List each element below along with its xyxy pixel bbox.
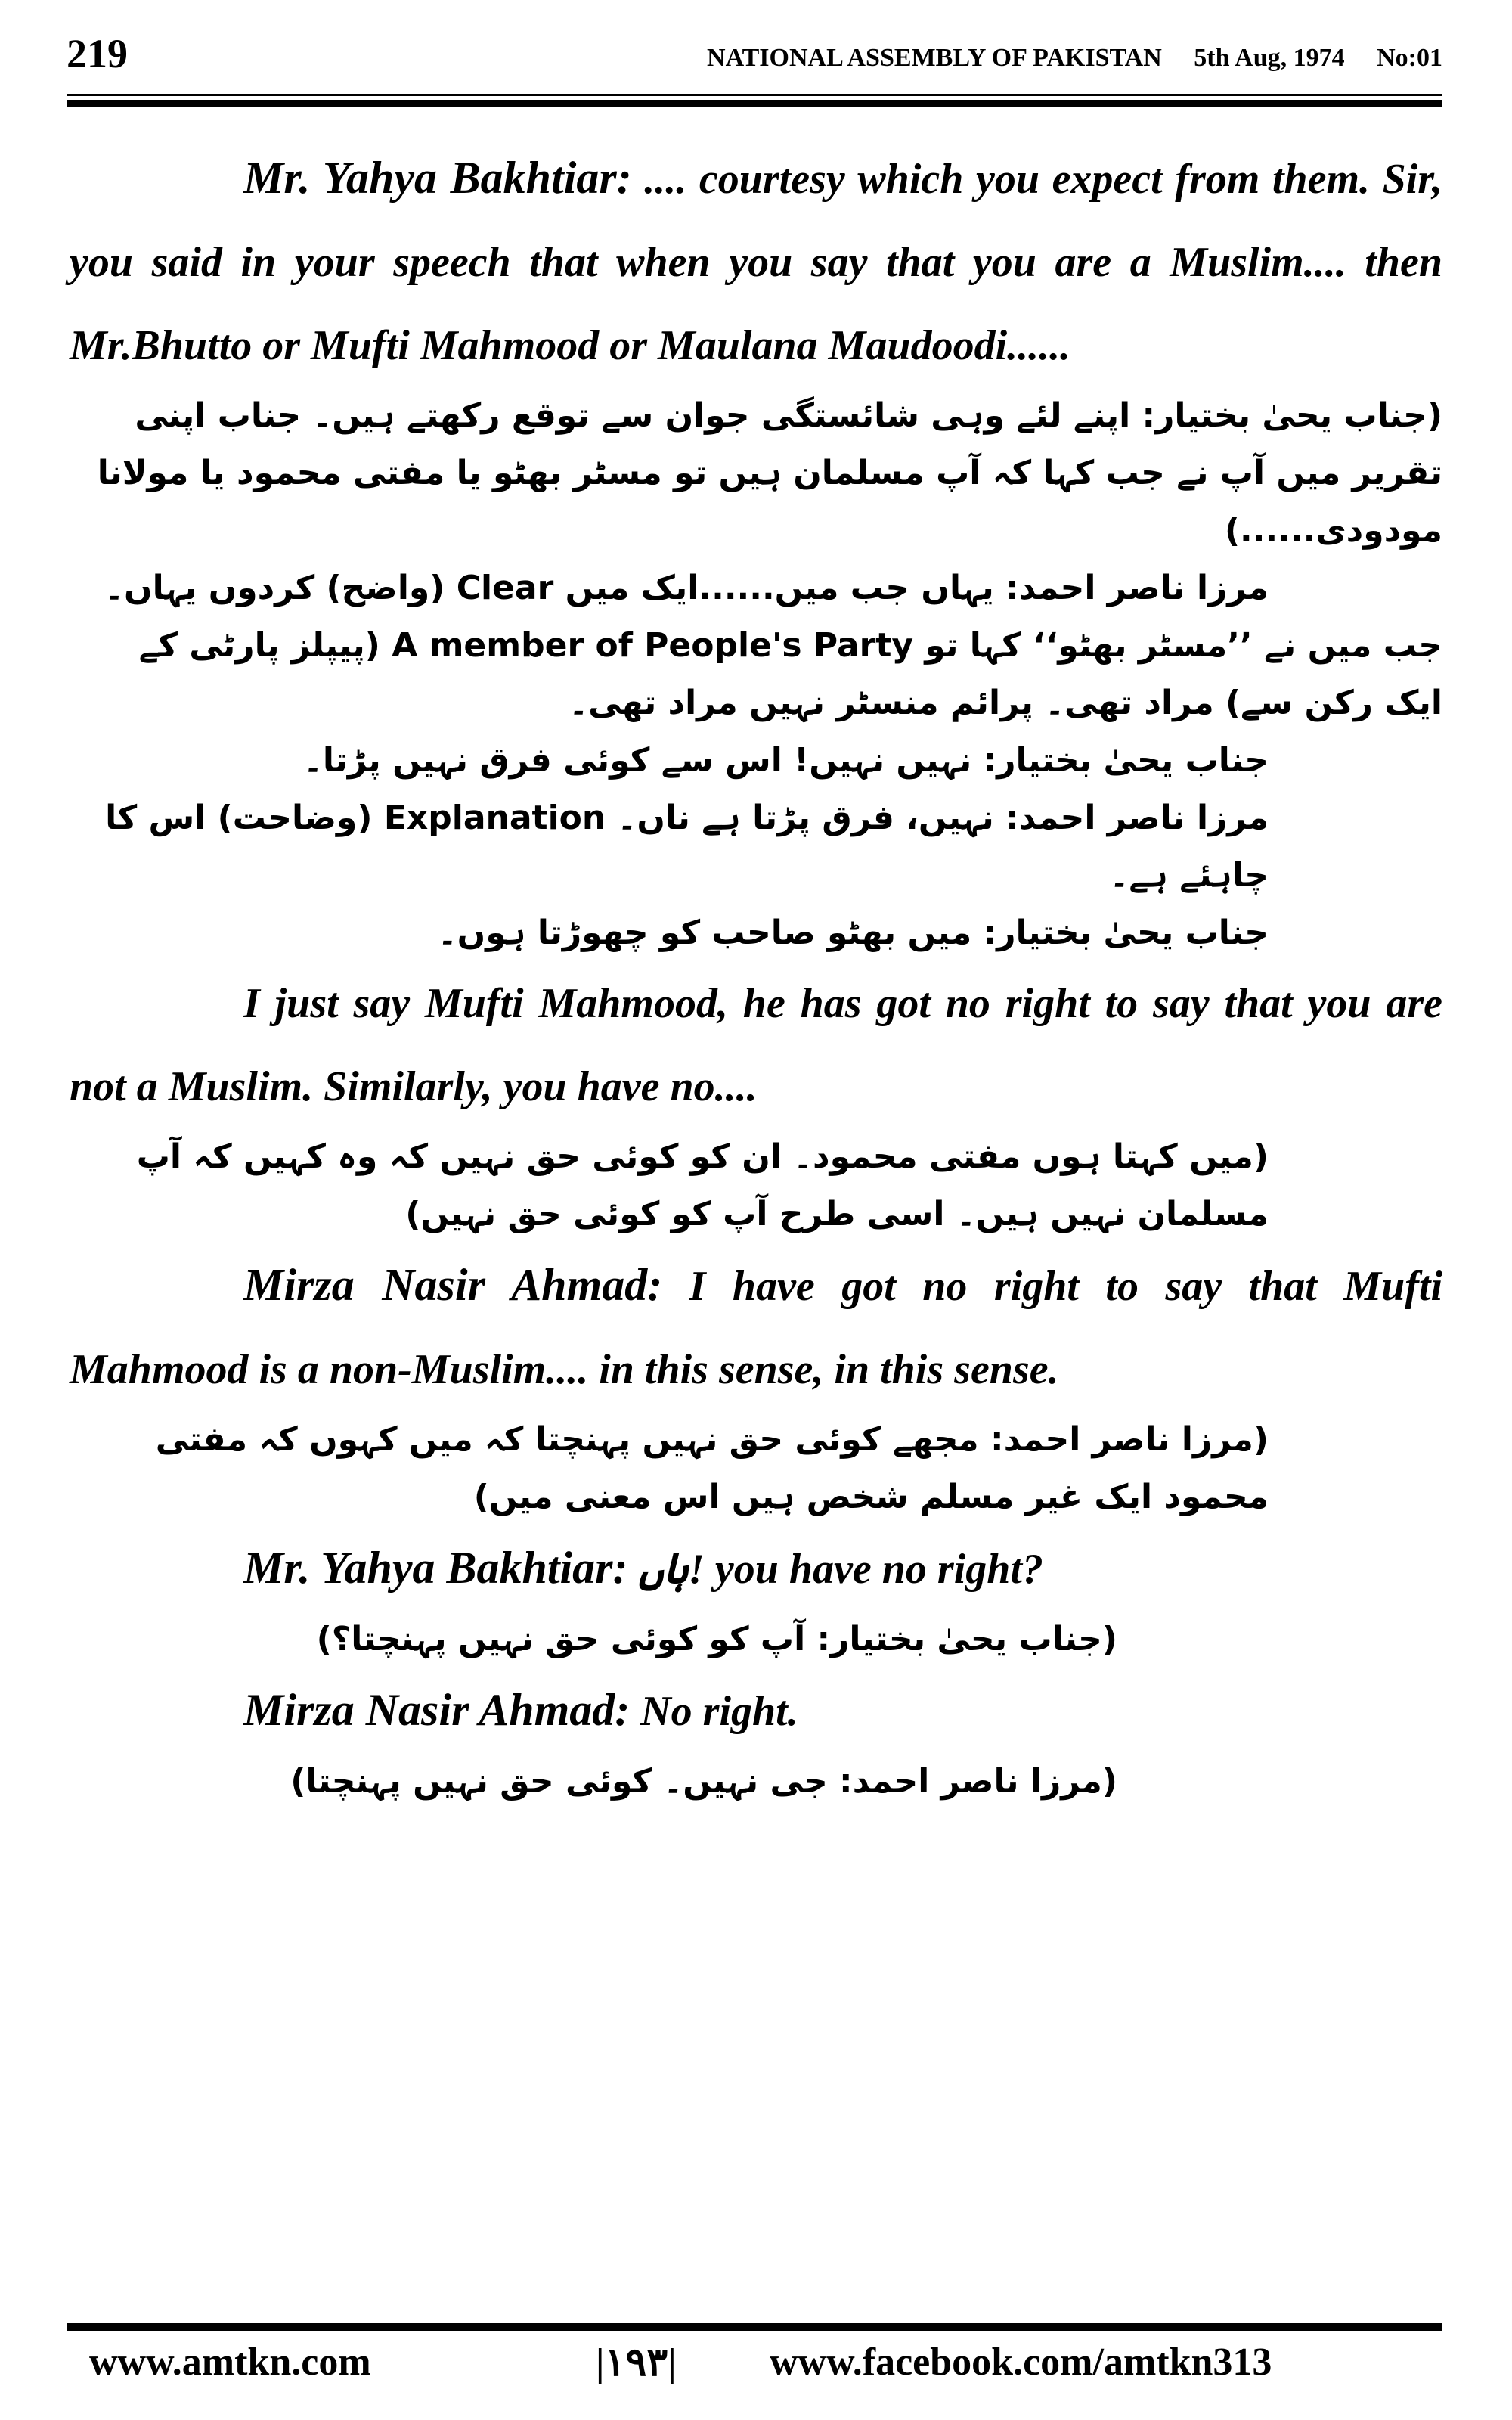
issue-number: No:01 xyxy=(1377,44,1442,72)
paragraph-text: مرزا ناصر احمد: یہاں جب میں......ایک میں Clear (واضح) کردوں یہاں۔ xyxy=(104,569,1269,607)
header-rule-thick xyxy=(67,100,1442,107)
transcript-body xyxy=(70,136,1442,1810)
header-rule-thin xyxy=(67,94,1442,96)
english-paragraph xyxy=(70,962,1442,1128)
website-link[interactable]: www.amtkn.com xyxy=(89,2341,371,2384)
paragraph-text: .... courtesy which you expect from them. Sir, you said in your speech that when you say that you are a Muslim.... then Mr.Bhutto or Mufti Mahmood or Maulana Maudoodi...... xyxy=(70,156,1442,369)
facebook-link[interactable]: www.facebook.com/amtkn313 xyxy=(770,2341,1272,2384)
page-header xyxy=(67,30,1442,91)
urdu-paragraph xyxy=(70,1411,1442,1526)
urdu-paragraph xyxy=(70,617,1442,732)
paragraph-text: ہاں! you have no right? xyxy=(627,1546,1043,1593)
paragraph-text: I have got no right to say that Mufti Mahmood is a non-Muslim.... in this sense, in this sense. xyxy=(70,1263,1443,1393)
paragraph-text: جب میں نے ’’مسٹر بھٹو‘‘ کہا تو A member of People's Party (پیپلز پارٹی کے ایک رکن سے) مراد تھی۔ پرائم منسٹر نہیں مراد تھی۔ xyxy=(138,626,1442,722)
page-marker: |۱۹۳| xyxy=(596,2341,677,2384)
publication-title: NATIONAL ASSEMBLY OF PAKISTAN xyxy=(707,44,1162,72)
english-paragraph xyxy=(70,136,1442,387)
speaker-name: Mirza Nasir Ahmad: xyxy=(243,1685,631,1735)
paragraph-text: No right. xyxy=(630,1688,798,1735)
english-paragraph xyxy=(70,1243,1442,1411)
session-date: 5th Aug, 1974 xyxy=(1194,44,1345,72)
paragraph-text: (میں کہتا ہوں مفتی محمود۔ ان کو کوئی حق نہیں کہ وہ کہیں کہ آپ مسلمان نہیں ہیں۔ اسی طرح آپ کو کوئی حق نہیں) xyxy=(136,1137,1269,1233)
speaker-name: Mirza Nasir Ahmad: xyxy=(243,1260,663,1310)
urdu-paragraph xyxy=(70,1128,1442,1243)
paragraph-text: (مرزا ناصر احمد: جی نہیں۔ کوئی حق نہیں پہنچتا) xyxy=(290,1762,1117,1801)
urdu-paragraph xyxy=(70,387,1442,560)
urdu-paragraph xyxy=(70,732,1442,790)
english-paragraph xyxy=(70,1526,1442,1611)
urdu-paragraph xyxy=(70,1753,1442,1810)
header-info xyxy=(681,44,1442,73)
page-footer xyxy=(67,2340,1442,2400)
urdu-paragraph xyxy=(70,904,1442,962)
paragraph-text: جناب یحیٰ بختیار: میں بھٹو صاحب کو چھوڑتا ہوں۔ xyxy=(437,914,1269,952)
urdu-paragraph xyxy=(70,560,1442,617)
speaker-name: Mr. Yahya Bakhtiar: xyxy=(243,1543,628,1593)
english-paragraph xyxy=(70,1668,1442,1753)
paragraph-text: I just say Mufti Mahmood, he has got no right to say that you are not a Muslim. Similarly, you have no.... xyxy=(70,980,1442,1110)
urdu-paragraph xyxy=(70,1611,1442,1668)
paragraph-text: مرزا ناصر احمد: نہیں، فرق پڑتا ہے ناں۔ Explanation (وضاحت) اس کا چاہئے ہے۔ xyxy=(105,799,1269,895)
urdu-paragraph xyxy=(70,790,1442,904)
speaker-name: Mr. Yahya Bakhtiar: xyxy=(243,153,632,203)
paragraph-text: (مرزا ناصر احمد: مجھے کوئی حق نہیں پہنچتا کہ میں کہوں کہ مفتی محمود ایک غیر مسلم شخص ہیں اس معنی میں) xyxy=(155,1420,1269,1516)
paragraph-text: جناب یحیٰ بختیار: نہیں نہیں! اس سے کوئی فرق نہیں پڑتا۔ xyxy=(303,741,1269,780)
footer-rule-thick xyxy=(67,2323,1442,2331)
paragraph-text: (جناب یحیٰ بختیار: آپ کو کوئی حق نہیں پہنچتا؟) xyxy=(316,1620,1117,1658)
page-number: 219 xyxy=(67,31,128,76)
paragraph-text: (جناب یحیٰ بختیار: اپنے لئے وہی شائستگی جوان سے توقع رکھتے ہیں۔ جناب اپنی تقریر میں آپ نے جب کہا کہ آپ مسلمان ہیں تو مسٹر بھٹو یا مفتی محمود یا مولانا مودودی......) xyxy=(97,396,1442,550)
